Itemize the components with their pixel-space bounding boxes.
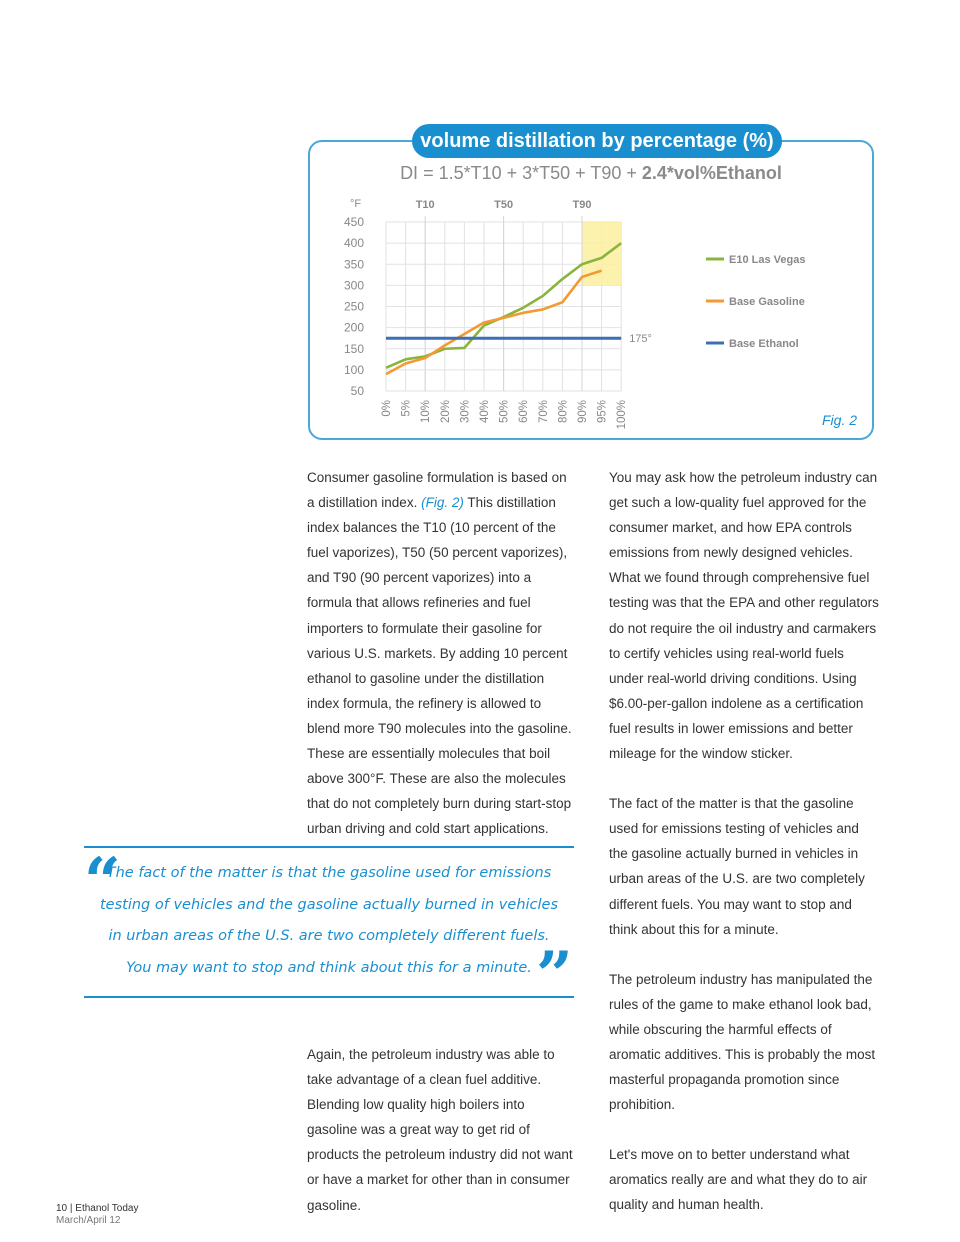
para-text: Consumer gasoline formulation is based on a distillation index.: [307, 470, 567, 511]
x-tick-label: 90%: [577, 400, 589, 424]
x-tick-label: 95%: [596, 400, 609, 424]
y-tick-label: 300: [343, 278, 364, 293]
x-tick-label: 20%: [439, 400, 452, 424]
paragraph-clean-fuel: Again, the petroleum industry was able to take advantage of a clean fuel additive. Blending low quality high boilers into gasoline was a great way to get rid of products the petroleum industry did not want or have a market for other than in consumer gasoline.: [307, 1047, 573, 1213]
footer-issue-date: March/April 12: [56, 1215, 121, 1226]
x-tick-label: 50%: [498, 400, 511, 424]
figure-reference-link[interactable]: (Fig. 2): [421, 495, 464, 511]
x-tick-label: 100%: [616, 400, 629, 430]
y-tick-label: 150: [343, 341, 364, 356]
chart-title: volume distillation by percentage (%): [412, 124, 782, 158]
para-text: This distillation index balances the T10 (10 percent of the fuel vaporizes), T50 (50 percent vaporizes), and T90 (90 percent vaporizes) into a formula that allows refineries and fuel importers to formulate their gasoline for various U.S. markets. By adding 10 percent ethanol to gasoline under the distillation index formula, the refinery is allowed to blend more T90 molecules into the gasoline. These are essentially molecules that boil above 300°F. These are also the molecules that do not completely burn during start-stop urban driving and cold start applications.: [307, 495, 572, 837]
marker-label: T50: [494, 199, 514, 211]
x-tick-label: 60%: [518, 400, 531, 424]
x-tick-label: 5%: [400, 400, 413, 417]
x-tick-label: 80%: [557, 400, 570, 424]
x-tick-label: 10%: [420, 400, 433, 424]
y-tick-label: 450: [343, 215, 364, 229]
x-tick-label: 40%: [479, 400, 491, 424]
y-axis-unit: °F: [350, 198, 362, 210]
figure-label: Fig. 2: [822, 412, 858, 428]
open-quote-mark: “: [84, 844, 121, 919]
body-column-left-bottom: [307, 1042, 577, 1218]
close-quote-mark: ”: [536, 938, 573, 1013]
legend-label: E10 Las Vegas: [729, 254, 806, 266]
reference-value-label: 175°: [629, 333, 652, 346]
pull-quote-line: The fact of the matter is that the gasoline used for emissions: [106, 865, 552, 881]
paragraph-manipulated-rules: The petroleum industry has manipulated the rules of the game to make ethanol look bad, while obscuring the harmful effects of aromatic additives. This is probably the most masterful propaganda promotion since prohibition.: [609, 971, 876, 1113]
x-tick-label: 70%: [537, 400, 550, 424]
page-footer: [56, 1203, 138, 1227]
pull-quote-text: [84, 858, 574, 984]
paragraph-distillation-index: [307, 465, 577, 841]
x-tick-label: 30%: [459, 400, 472, 424]
y-tick-label: 400: [343, 236, 364, 251]
legend-label: Base Gasoline: [729, 296, 805, 308]
y-tick-label: 350: [343, 257, 364, 272]
y-tick-label: 100: [343, 362, 364, 377]
x-tick-label: 0%: [381, 400, 393, 417]
pull-quote-line: testing of vehicles and the gasoline actually burned in vehicles: [99, 896, 559, 913]
formula-ethanol-term: 2.4*vol%Ethanol: [641, 163, 782, 183]
y-tick-label: 50: [350, 384, 364, 398]
marker-label: T10: [415, 199, 435, 211]
pull-quote-line: in urban areas of the U.S. are two completely different fuels.: [108, 928, 550, 944]
distillation-formula: [308, 163, 874, 184]
body-column-right: [609, 465, 879, 1218]
marker-label: T90: [572, 199, 592, 211]
paragraph-epa: You may ask how the petroleum industry can get such a low-quality fuel approved for the consumer market, and how EPA controls emissions from newly designed vehicles. What we found through comprehensive fuel testing was that the EPA and other regulators do not require the oil industry and carmakers to certify vehicles using real-world fuels under real-world driving conditions. Using $6.00-per-gallon indolene as a certification fuel results in lower emissions and better mileage for the window sticker.: [609, 470, 879, 762]
formula-main: DI = 1.5*T10 + 3*T50 + T90 +: [400, 163, 642, 183]
y-tick-label: 250: [343, 299, 364, 314]
chart-legend: [706, 254, 805, 350]
pull-quote-line: You may want to stop and think about this for a minute.: [126, 959, 532, 976]
y-tick-label: 200: [343, 320, 364, 335]
distillation-chart: [308, 190, 874, 440]
footer-page-title: 10 | Ethanol Today: [56, 1203, 139, 1214]
paragraph-aromatics: Let's move on to better understand what aromatics really are and what they do to air quality and human health.: [609, 1147, 868, 1213]
paragraph-fact-of-matter: The fact of the matter is that the gasoline used for emissions testing of vehicles and the gasoline actually burned in vehicles in urban areas of the U.S. are two completely different fuels. You may want to stop and think about this for a minute.: [609, 796, 865, 937]
body-column-left: [307, 465, 577, 841]
legend-label: Base Ethanol: [729, 338, 799, 350]
